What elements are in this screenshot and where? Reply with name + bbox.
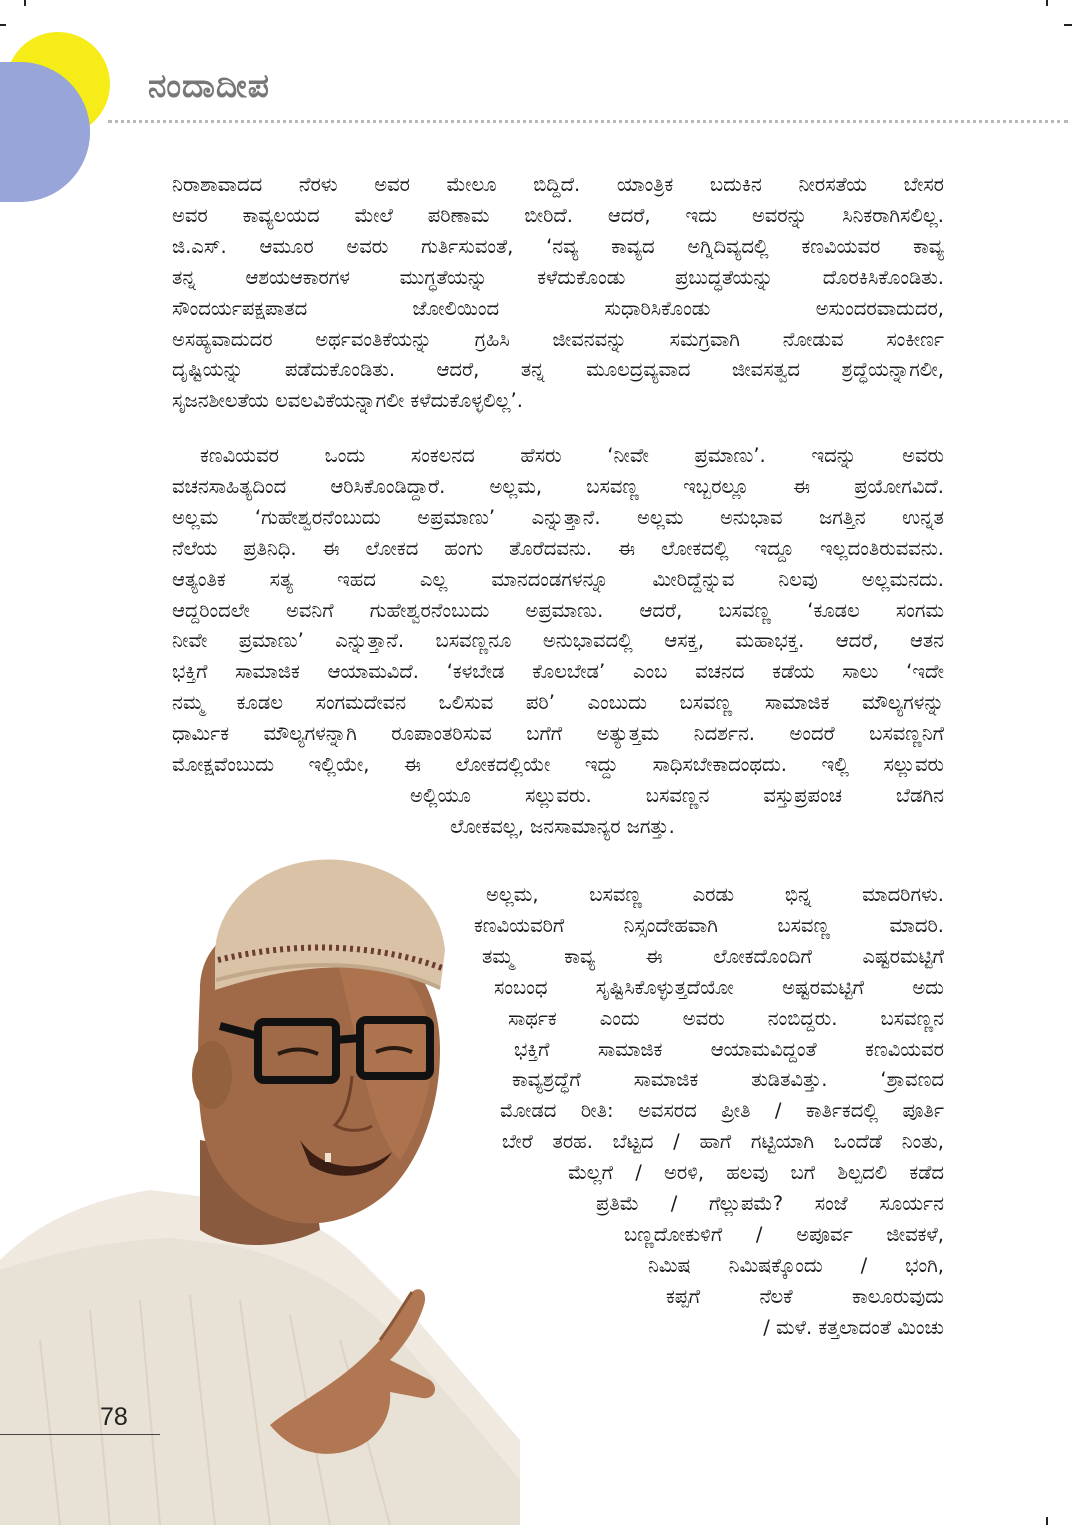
paragraph-1 bbox=[172, 170, 944, 417]
text-line: ಮೋಕ್ಷವೆಂಬುದು ಇಲ್ಲಿಯೇ, ಈ ಲೋಕದಲ್ಲಿಯೇ ಇದ್ದು ಸಾಧಿಸಬೇಕಾದಂಥದು. ಇಲ್ಲಿ ಸಲ್ಲುವರು bbox=[172, 753, 944, 777]
text-line: ಜಿ.ಎಸ್. ಆಮೂರ ಅವರು ಗುರ್ತಿಸುವಂತೆ, ‘ನವ್ಯ ಕಾವ್ಯದ ಅಗ್ನಿದಿವ್ಯದಲ್ಲಿ ಕಣವಿಯವರ ಕಾವ್ಯ bbox=[172, 234, 944, 258]
text-line: ಆದ್ದರಿಂದಲೇ ಅವನಿಗೆ ಗುಹೇಶ್ವರನೆಂಬುದು ಅಪ್ರಮಾಣು. ಆದರೆ, ಬಸವಣ್ಣ ‘ಕೂಡಲ ಸಂಗಮ bbox=[172, 598, 944, 622]
text-line: ಬೇರೆ ತರಹ. ಬೆಟ್ಟದ / ಹಾಗೆ ಗಟ್ಟಿಯಾಗಿ ಒಂದೆಡೆ ನಿಂತು, bbox=[502, 1130, 944, 1154]
text-line: ಕಾವ್ಯಶ್ರದ್ಧೆಗೆ ಸಾಮಾಜಿಕ ತುಡಿತವಿತ್ತು. ‘ಶ್ರಾವಣದ bbox=[512, 1068, 944, 1092]
crop-mark bbox=[1046, 1517, 1048, 1525]
text-line: ನಿರಾಶಾವಾದದ ನೆರಳು ಅವರ ಮೇಲೂ ಬಿದ್ದಿದೆ. ಯಾಂತ್ರಿಕ ಬದುಕಿನ ನೀರಸತೆಯ ಬೇಸರ bbox=[172, 173, 944, 196]
portrait-photo bbox=[0, 840, 520, 1525]
paragraph-2 bbox=[172, 441, 944, 843]
text-line: ಭಕ್ತಿಗೆ ಸಾಮಾಜಿಕ ಆಯಾಮವಿದ್ದಂತೆ ಕಣವಿಯವರ bbox=[514, 1037, 944, 1061]
text-line: ಸಂಬಂಧ ಸೃಷ್ಟಿಸಿಕೊಳ್ಳುತ್ತದೆಯೋ ಅಷ್ಟರಮಟ್ಟಿಗೆ ಅದು bbox=[494, 975, 944, 999]
text-line: ಅಲ್ಲಮ, ಬಸವಣ್ಣ ಎರಡು ಭಿನ್ನ ಮಾದರಿಗಳು. bbox=[486, 883, 944, 906]
text-line: ತನ್ನ ಆಶಯಆಕಾರಗಳ ಮುಗ್ಧತೆಯನ್ನು ಕಳೆದುಕೊಂಡು ಪ್ರಬುದ್ಧತೆಯನ್ನು ದೊರಕಿಸಿಕೊಂಡಿತು. bbox=[172, 265, 944, 289]
text-line: ಕಣವಿಯವರಿಗೆ ನಿಸ್ಸಂದೇಹವಾಗಿ ಬಸವಣ್ಣ ಮಾದರಿ. bbox=[474, 913, 944, 937]
crop-mark bbox=[1046, 0, 1048, 6]
text-line: / ಮಳೆ. ಕತ್ತಲಾದಂತೆ ಮಿಂಚು bbox=[763, 1315, 944, 1339]
text-line: ಬಣ್ಣದೋಕುಳಿಗೆ / ಅಪೂರ್ವ ಜೀವಕಳೆ, bbox=[624, 1222, 944, 1246]
text-line: ಪ್ರತಿಮೆ / ಗೆಲ್ಲುಪಮೆ? ಸಂಜೆ ಸೂರ್ಯನ bbox=[596, 1192, 944, 1216]
crop-mark bbox=[1064, 24, 1072, 26]
text-line: ಅಲ್ಲಮ ‘ಗುಹೇಶ್ವರನೆಂಬುದು ಅಪ್ರಮಾಣು’ ಎನ್ನುತ್ತಾನೆ. ಅಲ್ಲಮ ಅನುಭಾವ ಜಗತ್ತಿನ ಉನ್ನತ bbox=[172, 505, 944, 529]
text-line: ವಚನಸಾಹಿತ್ಯದಿಂದ ಆರಿಸಿಕೊಂಡಿದ್ದಾರೆ. ಅಲ್ಲಮ, ಬಸವಣ್ಣ ಇಬ್ಬರಲ್ಲೂ ಈ ಪ್ರಯೋಗವಿದೆ. bbox=[172, 474, 944, 498]
text-line: ನೀವೇ ಪ್ರಮಾಣು’ ಎನ್ನುತ್ತಾನೆ. ಬಸವಣ್ಣನೂ ಅನುಭಾವದಲ್ಲಿ ಆಸಕ್ತ, ಮಹಾಭಕ್ತ. ಆದರೆ, ಆತನ bbox=[172, 629, 944, 653]
text-line: ಲೋಕವಲ್ಲ, ಜನಸಾಮಾನ್ಯರ ಜಗತ್ತು. bbox=[450, 814, 675, 838]
header-circles-decoration bbox=[0, 0, 120, 210]
text-line: ಧಾರ್ಮಿಕ ಮೌಲ್ಯಗಳನ್ನಾಗಿ ರೂಪಾಂತರಿಸುವ ಬಗೆಗೆ ಅತ್ಯುತ್ತಮ ನಿದರ್ಶನ. ಅಂದರೆ ಬಸವಣ್ಣನಿಗೆ bbox=[172, 722, 944, 746]
text-line: ದೃಷ್ಟಿಯನ್ನು ಪಡೆದುಕೊಂಡಿತು. ಆದರೆ, ತನ್ನ ಮೂಲದ್ರವ್ಯವಾದ ಜೀವಸತ್ವದ ಶ್ರದ್ಧೆಯನ್ನಾಗಲೀ, bbox=[172, 358, 944, 382]
text-line: ಸಾರ್ಥಕ ಎಂದು ಅವರು ನಂಬಿದ್ದರು. ಬಸವಣ್ಣನ bbox=[508, 1006, 944, 1030]
text-line: ಕಣವಿಯವರ ಒಂದು ಸಂಕಲನದ ಹೆಸರು ‘ನೀವೇ ಪ್ರಮಾಣು’. ಇದನ್ನು ಅವರು bbox=[200, 444, 944, 467]
text-line: ತಮ್ಮ ಕಾವ್ಯ ಈ ಲೋಕದೊಂದಿಗೆ ಎಷ್ಟರಮಟ್ಟಿಗೆ bbox=[482, 944, 944, 968]
text-line: ಅವರ ಕಾವ್ಯಲಯದ ಮೇಲೆ ಪರಿಣಾಮ ಬೀರಿದೆ. ಆದರೆ, ಇದು ಅವರನ್ನು ಸಿನಿಕರಾಗಿಸಲಿಲ್ಲ. bbox=[172, 203, 944, 227]
header-dotted-rule bbox=[108, 120, 1068, 123]
text-line: ಅಸಹ್ಯವಾದುದರ ಅರ್ಥವಂತಿಕೆಯನ್ನು ಗ್ರಹಿಸಿ ಜೀವನವನ್ನು ಸಮಗ್ರವಾಗಿ ನೋಡುವ ಸಂಕೀರ್ಣ bbox=[172, 327, 944, 351]
text-line: ಭಕ್ತಿಗೆ ಸಾಮಾಜಿಕ ಆಯಾಮವಿದೆ. ‘ಕಳಬೇಡ ಕೊಲಬೇಡ’ ಎಂಬ ವಚನದ ಕಡೆಯ ಸಾಲು ‘ಇದೇ bbox=[172, 660, 944, 684]
page-number: 78 bbox=[100, 1403, 128, 1431]
page-number-rule bbox=[0, 1434, 160, 1435]
text-line: ನೆಲೆಯ ಪ್ರತಿನಿಧಿ. ಈ ಲೋಕದ ಹಂಗು ತೊರೆದವನು. ಈ ಲೋಕದಲ್ಲಿ ಇದ್ದೂ ಇಲ್ಲದಂತಿರುವವನು. bbox=[172, 536, 944, 560]
text-line: ಸೃಜನಶೀಲತೆಯ ಲವಲವಿಕೆಯನ್ನಾಗಲೀ ಕಳೆದುಕೊಳ್ಳಲಿಲ್ಲ’. bbox=[172, 389, 523, 413]
text-line: ಅಲ್ಲಿಯೂ ಸಲ್ಲುವರು. ಬಸವಣ್ಣನ ವಸ್ತುಪ್ರಪಂಚ ಬೆಡಗಿನ bbox=[410, 783, 944, 807]
text-line: ಆತ್ಯಂತಿಕ ಸತ್ಯ ಇಹದ ಎಲ್ಲ ಮಾನದಂಡಗಳನ್ನೂ ಮೀರಿದ್ದೆನ್ನುವ ನಿಲವು ಅಲ್ಲಮನದು. bbox=[172, 567, 944, 591]
text-line: ನಿಮಿಷ ನಿಮಿಷಕ್ಕೊಂದು / ಭಂಗಿ, bbox=[648, 1253, 944, 1277]
text-line: ಕಪ್ಪಗೆ ನೆಲಕೆ ಕಾಲೂರುವುದು bbox=[666, 1284, 944, 1308]
section-title: ನಂದಾದೀಪ bbox=[148, 66, 270, 105]
text-line: ನಮ್ಮ ಕೂಡಲ ಸಂಗಮದೇವನ ಒಲಿಸುವ ಪರಿ’ ಎಂಬುದು ಬಸವಣ್ಣ ಸಾಮಾಜಿಕ ಮೌಲ್ಯಗಳನ್ನು bbox=[172, 691, 944, 715]
text-line: ಮೋಡದ ರೀತಿ: ಅವಸರದ ಪ್ರೀತಿ / ಕಾರ್ತಿಕದಲ್ಲಿ ಪೂರ್ತಿ bbox=[500, 1099, 944, 1123]
text-line: ಮೆಲ್ಲಗೆ / ಅರಳಿ, ಹಲವು ಬಗೆ ಶಿಲ್ಪದಲಿ ಕಡೆದ bbox=[568, 1161, 944, 1185]
text-line: ಸೌಂದರ್ಯಪಕ್ಷಪಾತದ ಜೋಲಿಯಿಂದ ಸುಧಾರಿಸಿಕೊಂಡು ಅಸುಂದರವಾದುದರ, bbox=[172, 296, 944, 320]
